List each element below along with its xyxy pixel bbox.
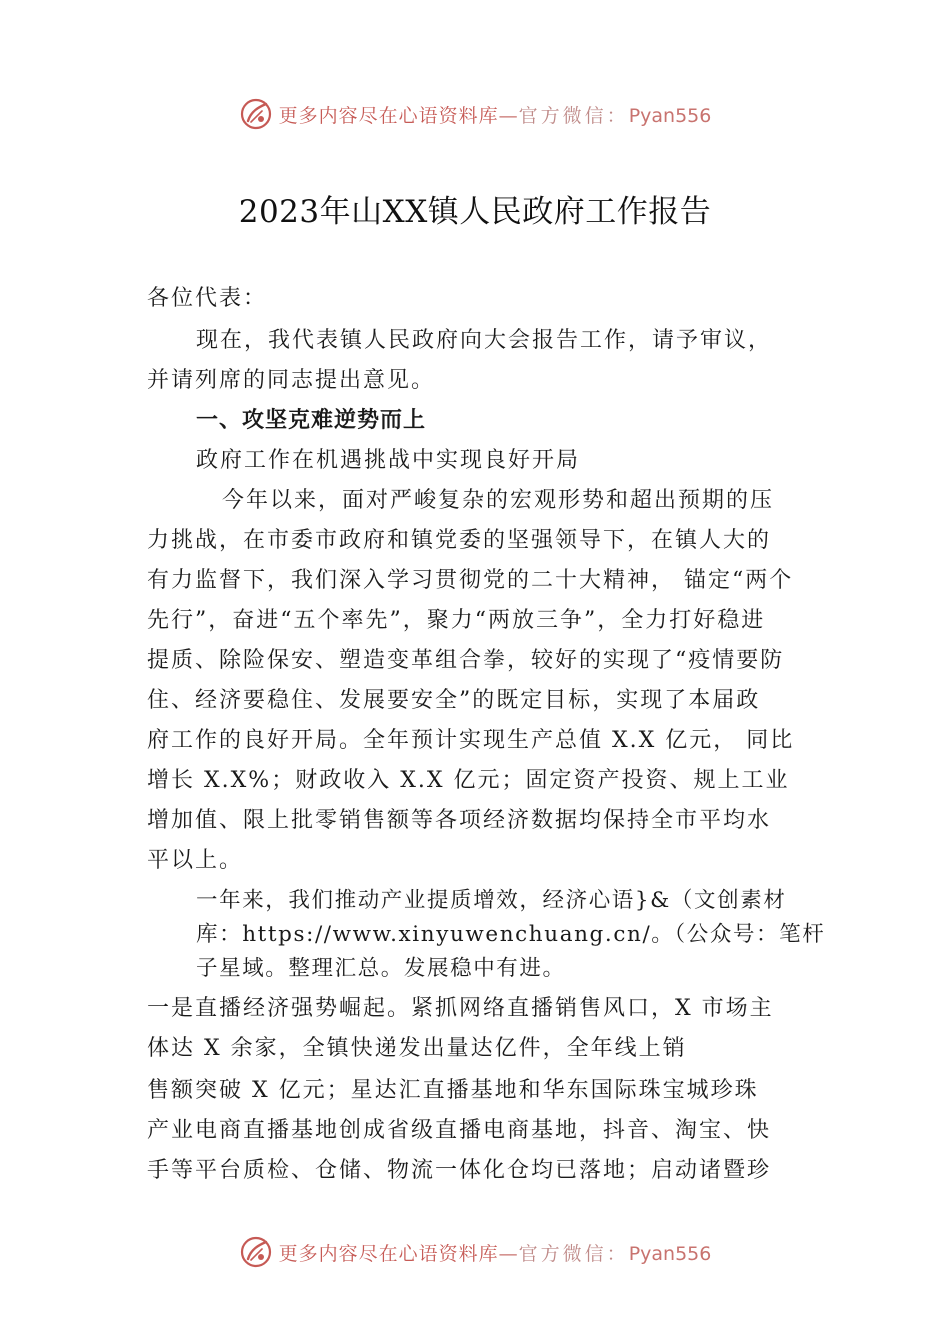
intro-line: 现在，我代表镇人民政府向大会报告工作，请予审议， bbox=[196, 328, 773, 353]
watermark-label: 官方微信： bbox=[518, 1242, 629, 1265]
seal-logo-icon bbox=[239, 1235, 273, 1269]
paragraph-line: 提质、除险保安、塑造变革组合拳，较好的实现了“疫情要防 bbox=[147, 648, 785, 673]
watermark-text bbox=[279, 1239, 712, 1266]
paragraph-line: 一年来，我们推动产业提质增效，经济心语}&（文创素材 bbox=[196, 888, 787, 913]
watermark-text bbox=[279, 101, 712, 128]
paragraph-line: 今年以来，面对严峻复杂的宏观形势和超出预期的压 bbox=[222, 488, 775, 513]
paragraph-line: 售额突破 X 亿元；星达汇直播基地和华东国际珠宝城珍珠 bbox=[147, 1078, 759, 1103]
paragraph-line: 力挑战，在市委市政府和镇党委的坚强领导下，在镇人大的 bbox=[147, 528, 772, 553]
watermark-dash: — bbox=[498, 104, 519, 127]
paragraph-line: 有力监督下，我们深入学习贯彻党的二十大精神， 锚定“两个 bbox=[147, 568, 794, 593]
paragraph-line: 平以上。 bbox=[147, 848, 244, 873]
watermark-label: 官方微信： bbox=[518, 104, 629, 127]
document-title: 2023年山XX镇人民政府工作报告 bbox=[238, 194, 712, 230]
paragraph-line: 住、经济要稳住、发展要安全”的既定目标，实现了本届政 bbox=[147, 688, 761, 713]
paragraph-line: 先行”，奋进“五个率先”，聚力“两放三争”，全力打好稳进 bbox=[147, 608, 766, 633]
watermark-brand: 更多内容尽在心语资料库 bbox=[278, 104, 499, 127]
paragraph-line: 子星域。整理汇总。发展稳中有进。 bbox=[196, 956, 566, 981]
seal-logo-icon bbox=[239, 97, 273, 131]
watermark-handle: Pyan556 bbox=[628, 1242, 712, 1265]
watermark-dash: — bbox=[498, 1242, 519, 1265]
paragraph-line: 手等平台质检、仓储、物流一体化仓均已落地；启动诸暨珍 bbox=[147, 1158, 772, 1183]
intro-line: 并请列席的同志提出意见。 bbox=[147, 368, 436, 393]
watermark-handle: Pyan556 bbox=[628, 104, 712, 127]
watermark-brand: 更多内容尽在心语资料库 bbox=[278, 1242, 499, 1265]
paragraph-line: 府工作的良好开局。全年预计实现生产总值 X.X 亿元， 同比 bbox=[147, 728, 795, 753]
paragraph-line: 产业电商直播基地创成省级直播电商基地，抖音、淘宝、快 bbox=[147, 1118, 772, 1143]
paragraph-line: 一是直播经济强势崛起。紧抓网络直播销售风口，X 市场主 bbox=[147, 996, 774, 1021]
paragraph-line: 库：https://www.xinyuwenchuang.cn/。（公众号：笔杆 bbox=[196, 922, 826, 947]
paragraph-line: 体达 X 余家，全镇快递发出量达亿件，全年线上销 bbox=[147, 1036, 687, 1061]
paragraph-line: 增长 X.X%；财政收入 X.X 亿元；固定资产投资、规上工业 bbox=[147, 768, 790, 793]
section-heading: 一、攻坚克难逆势而上 bbox=[196, 408, 427, 433]
section-subheading: 政府工作在机遇挑战中实现良好开局 bbox=[196, 448, 581, 473]
greeting: 各位代表： bbox=[147, 286, 268, 311]
footer-watermark-banner bbox=[0, 1230, 950, 1274]
header-watermark-banner bbox=[0, 92, 950, 136]
paragraph-line: 增加值、限上批零销售额等各项经济数据均保持全市平均水 bbox=[147, 808, 772, 833]
